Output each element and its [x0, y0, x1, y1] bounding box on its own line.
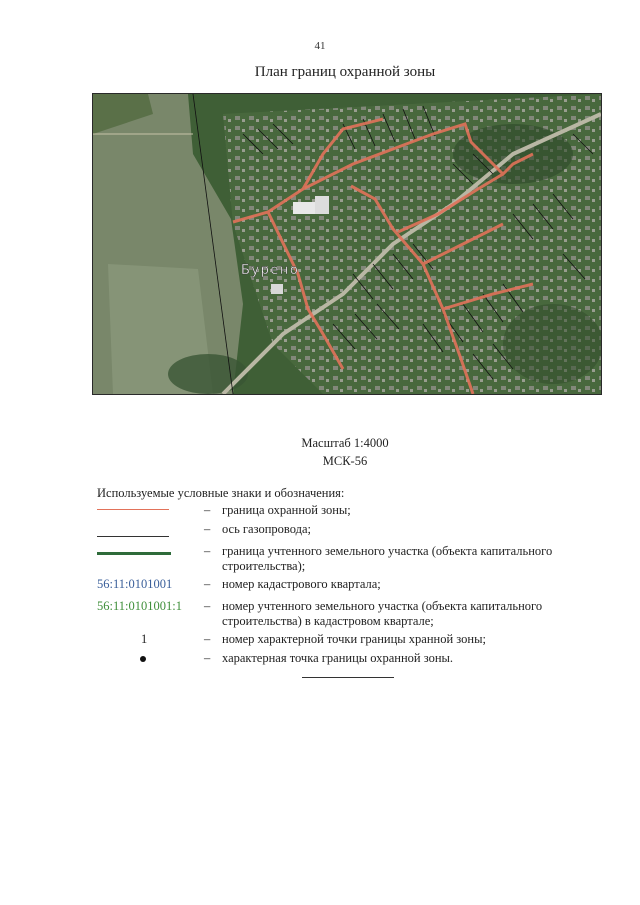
legend-dash: – [204, 544, 211, 558]
legend-text: ось газопровода; [222, 522, 312, 536]
crs-label: МСК-56 [322, 454, 368, 468]
building [315, 196, 329, 214]
dark-patch [168, 354, 248, 394]
page-number: 41 [314, 40, 326, 52]
satellite-map [92, 93, 602, 395]
legend-dash: – [204, 503, 211, 517]
scale-label: Масштаб 1:4000 [301, 436, 389, 450]
legend-dash: – [204, 577, 211, 591]
page-title: План границ охранной зоны [254, 64, 436, 80]
legend-item-point-number [97, 632, 597, 648]
scale-block [0, 434, 640, 470]
dark-patch [503, 304, 601, 384]
end-rule [302, 677, 394, 678]
legend-text: характерная точка границы охранной зоны. [222, 651, 454, 665]
legend-dash: – [204, 632, 211, 646]
red-line-symbol [97, 503, 193, 519]
legend-text: номер кадастрового квартала; [222, 577, 381, 591]
legend-text: номер учтенного земельного участка (объекта капитального строительства) в кадастровом квартале; [222, 599, 543, 628]
legend-heading: Используемые условные знаки и обозначения: [97, 486, 345, 500]
legend-text: номер характерной точки границы хранной зоны; [222, 632, 486, 646]
green-line-symbol [97, 544, 193, 560]
legend-item-point [97, 651, 597, 667]
legend-item-pipeline-axis [97, 522, 597, 538]
blue-code-symbol: 56:11:0101001 [97, 577, 173, 591]
number-symbol: 1 [141, 632, 148, 646]
map-svg [93, 94, 601, 394]
legend-item-boundary [97, 503, 597, 519]
legend-dash: – [204, 651, 211, 665]
legend-text: граница охранной зоны; [222, 503, 351, 517]
legend-item-parcel-number [97, 599, 597, 629]
black-line-symbol [97, 522, 193, 538]
legend-dash: – [204, 522, 211, 536]
building [271, 284, 283, 294]
building [293, 202, 315, 214]
legend-dash: – [204, 599, 211, 613]
dot-symbol [97, 651, 193, 667]
legend-text: граница учтенного земельного участка (объекта капитального строительства); [222, 544, 553, 573]
legend-item-parcel-boundary [97, 544, 597, 574]
village-label: Бурено [241, 263, 300, 278]
legend-item-cadastral-quarter [97, 577, 597, 593]
green-code-symbol: 56:11:0101001:1 [97, 599, 182, 613]
legend [97, 486, 597, 670]
